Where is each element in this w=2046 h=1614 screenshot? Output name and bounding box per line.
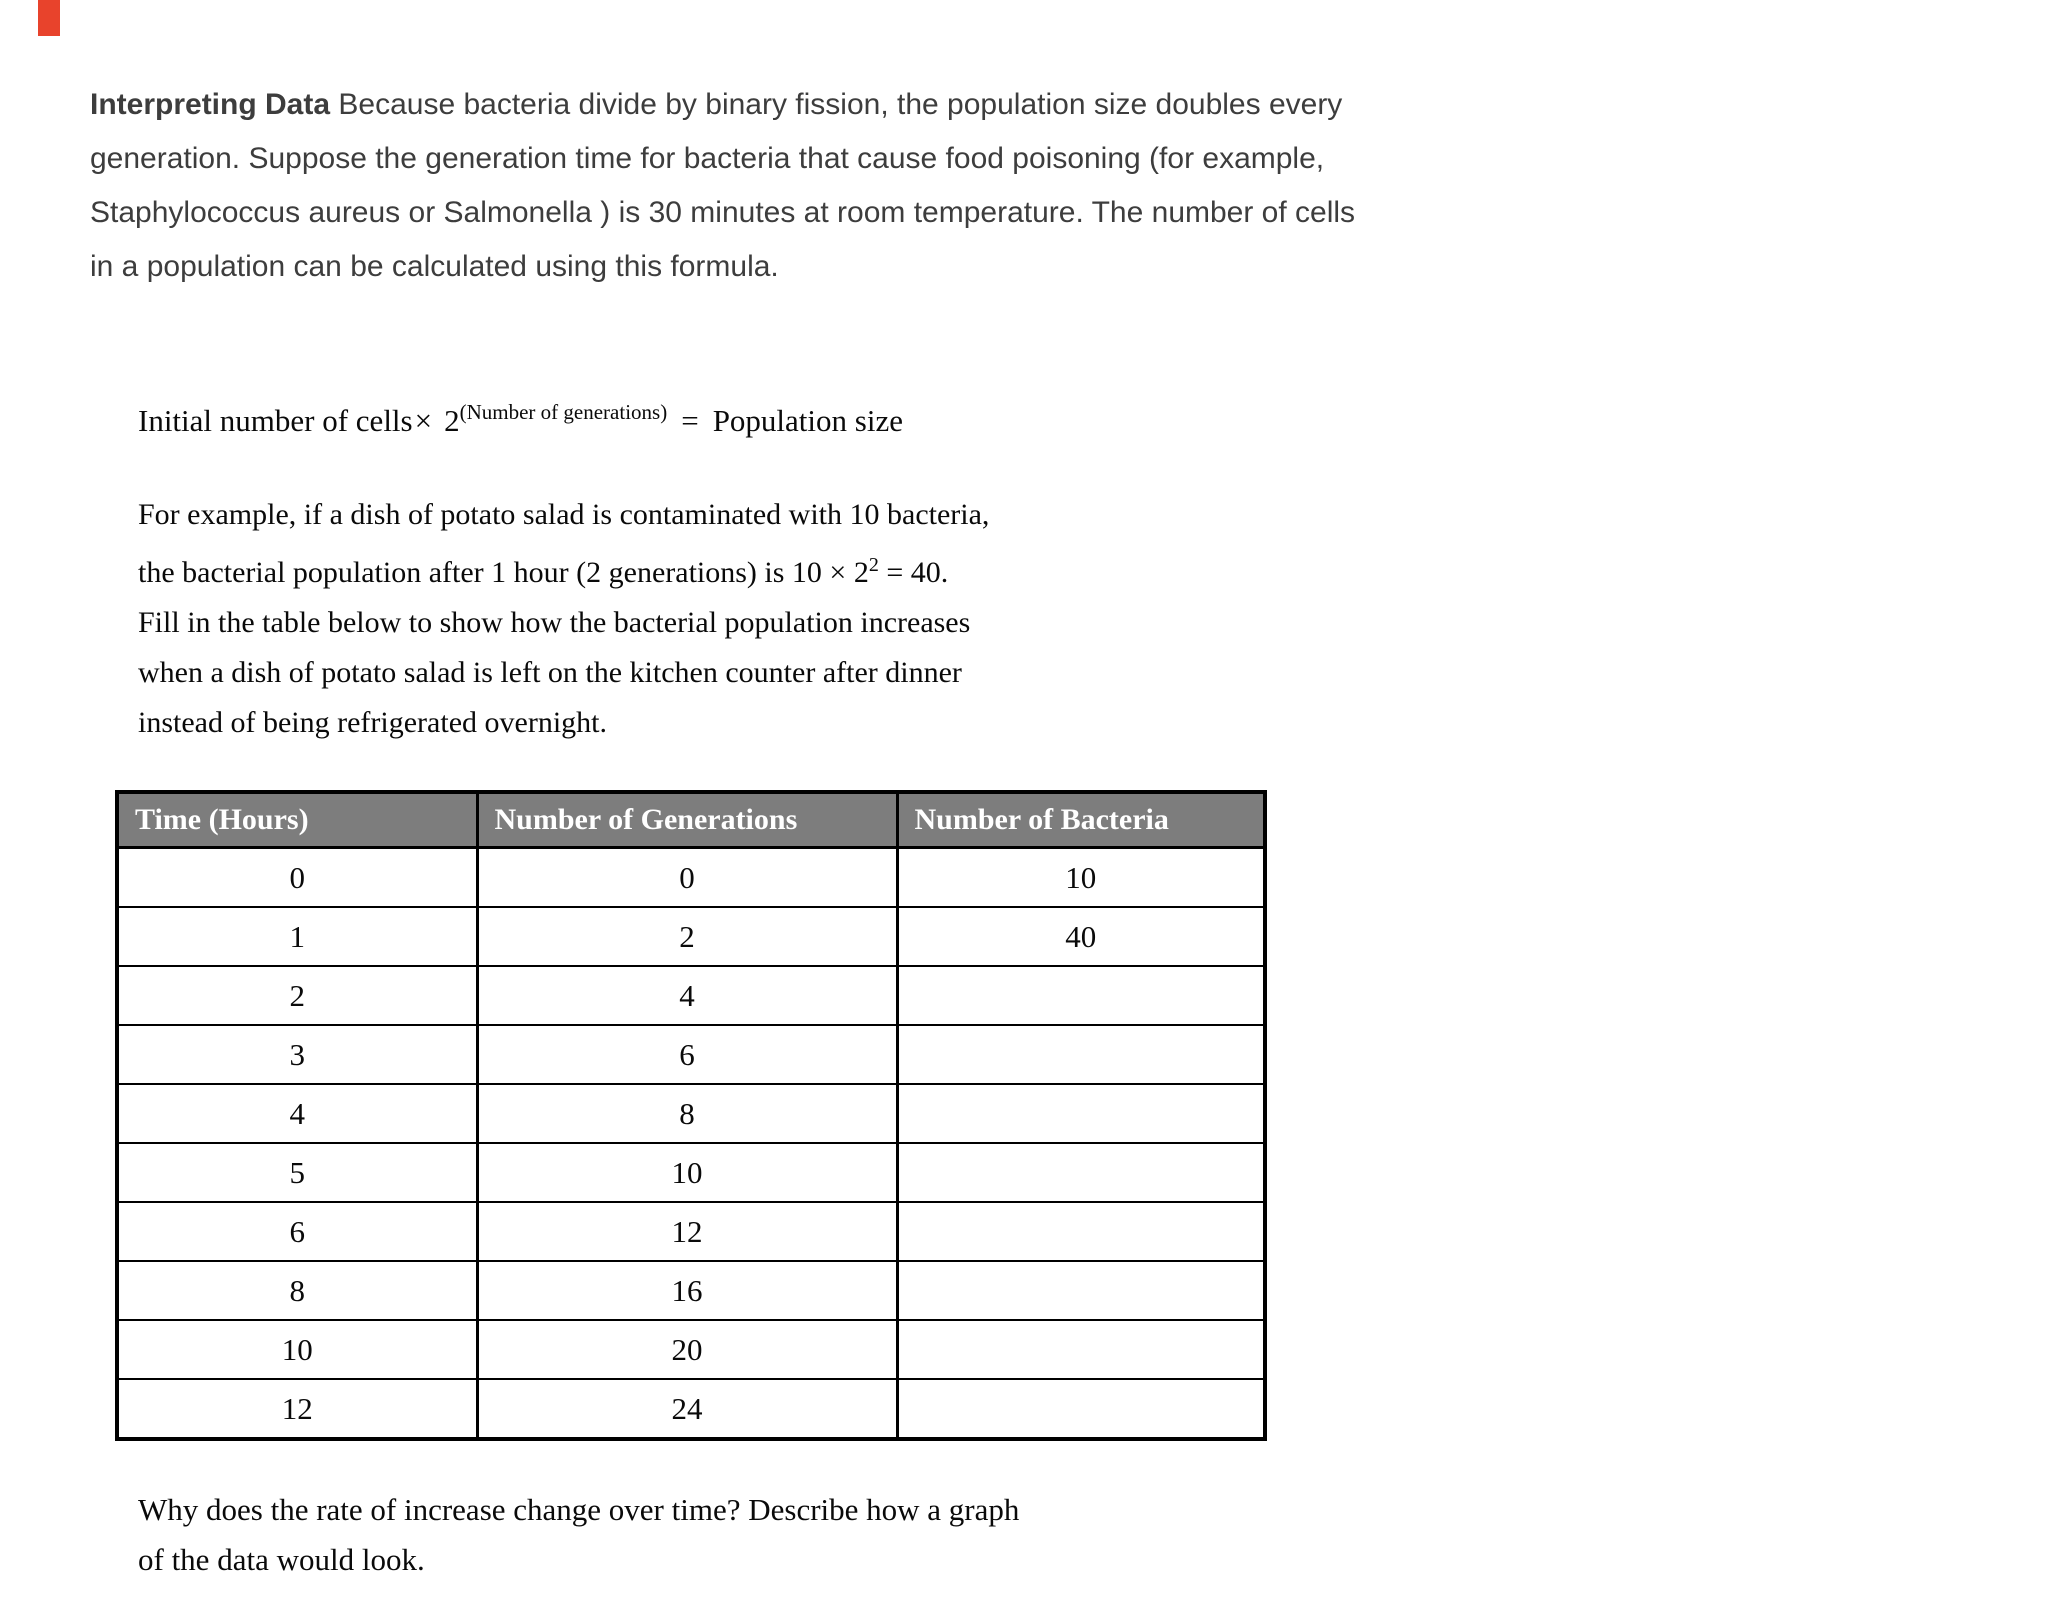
table-header-time: Time (Hours) bbox=[117, 792, 477, 848]
intro-line: in a population can be calculated using this formula. bbox=[90, 250, 779, 283]
table-cell-time: 3 bbox=[117, 1025, 477, 1084]
table-cell-time: 5 bbox=[117, 1143, 477, 1202]
question-line: Why does the rate of increase change over time? Describe how a graph bbox=[138, 1492, 1020, 1527]
bacteria-growth-table bbox=[115, 790, 1267, 1441]
table-cell-time: 0 bbox=[117, 848, 477, 908]
example-paragraph bbox=[138, 490, 989, 748]
table-cell-generations: 8 bbox=[477, 1084, 897, 1143]
formula-multiply-sign: × bbox=[414, 403, 433, 438]
example-line: Fill in the table below to show how the bacterial population increases bbox=[138, 606, 971, 639]
formula-base: 2 bbox=[444, 403, 460, 438]
table-row bbox=[117, 1261, 1265, 1320]
table-cell-bacteria-empty bbox=[897, 1261, 1265, 1320]
question-line: of the data would look. bbox=[138, 1542, 425, 1577]
table-row bbox=[117, 1025, 1265, 1084]
table-row bbox=[117, 848, 1265, 908]
red-corner-marker bbox=[38, 0, 60, 36]
table-cell-bacteria-empty bbox=[897, 1202, 1265, 1261]
table-row bbox=[117, 1202, 1265, 1261]
intro-line bbox=[90, 78, 1355, 132]
formula-result: Population size bbox=[712, 403, 903, 438]
intro-line: Staphylococcus aureus or Salmonella ) is 30 minutes at room temperature. The number of cells bbox=[90, 196, 1356, 229]
table-cell-time: 4 bbox=[117, 1084, 477, 1143]
example-calc-result: = 40. bbox=[878, 556, 949, 589]
table-cell-bacteria-empty bbox=[897, 1320, 1265, 1379]
formula-exponent: (Number of generations) bbox=[459, 400, 668, 424]
intro-paragraph bbox=[90, 78, 1355, 294]
table-cell-time: 1 bbox=[117, 907, 477, 966]
formula-equals-sign: = bbox=[681, 403, 699, 438]
table-cell-time: 10 bbox=[117, 1320, 477, 1379]
table-cell-time: 8 bbox=[117, 1261, 477, 1320]
example-line: instead of being refrigerated overnight. bbox=[138, 706, 607, 739]
question-paragraph bbox=[138, 1485, 1019, 1585]
intro-lead-title: Interpreting Data bbox=[90, 88, 331, 121]
table-row bbox=[117, 1143, 1265, 1202]
example-calc-text: the bacterial population after 1 hour (2 generations) is 10 × 2 bbox=[138, 556, 869, 589]
population-formula bbox=[138, 400, 903, 439]
formula-lhs: Initial number of cells bbox=[138, 403, 413, 438]
table-cell-generations: 0 bbox=[477, 848, 897, 908]
table-cell-generations: 2 bbox=[477, 907, 897, 966]
example-line bbox=[138, 540, 989, 598]
table-cell-bacteria-empty bbox=[897, 1143, 1265, 1202]
table-cell-generations: 4 bbox=[477, 966, 897, 1025]
table-cell-generations: 16 bbox=[477, 1261, 897, 1320]
table-row bbox=[117, 1320, 1265, 1379]
table-header-generations: Number of Generations bbox=[477, 792, 897, 848]
table-cell-bacteria-empty bbox=[897, 1025, 1265, 1084]
example-line: when a dish of potato salad is left on the kitchen counter after dinner bbox=[138, 656, 962, 689]
table-cell-bacteria: 10 bbox=[897, 848, 1265, 908]
table-cell-bacteria-empty bbox=[897, 966, 1265, 1025]
table-row bbox=[117, 966, 1265, 1025]
table-cell-generations: 10 bbox=[477, 1143, 897, 1202]
table-cell-generations: 12 bbox=[477, 1202, 897, 1261]
table-row bbox=[117, 1084, 1265, 1143]
intro-line: generation. Suppose the generation time for bacteria that cause food poisoning (for example, bbox=[90, 142, 1325, 175]
table-cell-bacteria: 40 bbox=[897, 907, 1265, 966]
example-line: For example, if a dish of potato salad is contaminated with 10 bacteria, bbox=[138, 498, 990, 531]
intro-line-text: Because bacteria divide by binary fission, the population size doubles every bbox=[338, 88, 1343, 121]
table-cell-time: 2 bbox=[117, 966, 477, 1025]
table-header-row bbox=[117, 792, 1265, 848]
example-calc-exponent: 2 bbox=[868, 554, 879, 576]
table-cell-bacteria-empty bbox=[897, 1084, 1265, 1143]
table-cell-time: 6 bbox=[117, 1202, 477, 1261]
table-row bbox=[117, 1379, 1265, 1439]
table-cell-generations: 6 bbox=[477, 1025, 897, 1084]
table-cell-time: 12 bbox=[117, 1379, 477, 1439]
table-row bbox=[117, 907, 1265, 966]
table-cell-generations: 24 bbox=[477, 1379, 897, 1439]
table-header-bacteria: Number of Bacteria bbox=[897, 792, 1265, 848]
table-cell-generations: 20 bbox=[477, 1320, 897, 1379]
table-cell-bacteria-empty bbox=[897, 1379, 1265, 1439]
